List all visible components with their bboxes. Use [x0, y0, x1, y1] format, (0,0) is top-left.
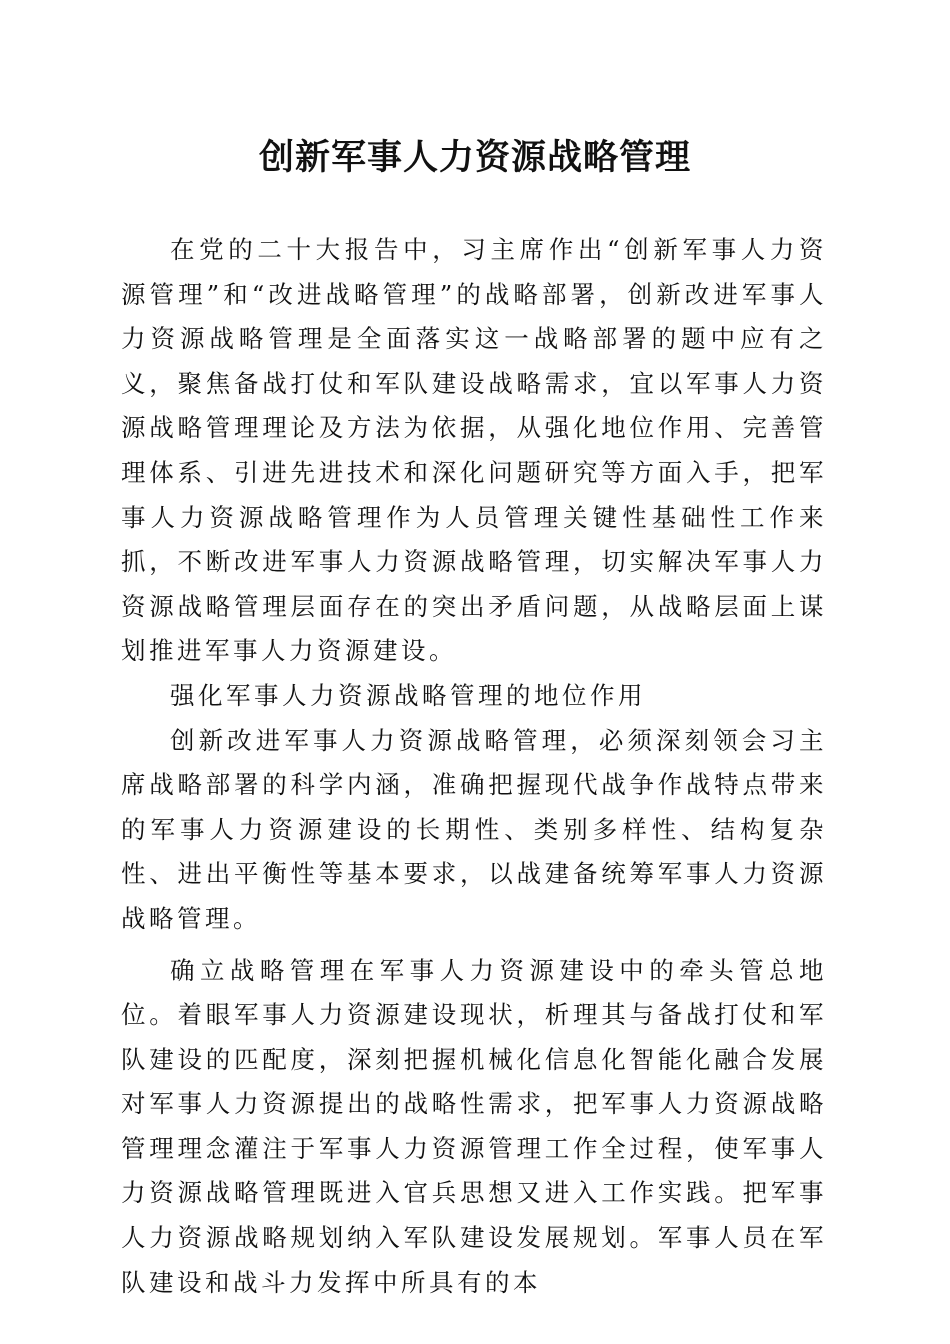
- paragraph-section-intro: 创新改进军事人力资源战略管理，必须深刻领会习主席战略部署的科学内涵，准确把握现代战争作战特点带来的军事人力资源建设的长期性、类别多样性、结构复杂性、进出平衡性等基本要求，以战建备统筹军事人力资源战略管理。: [121, 725, 827, 933]
- section-heading: 强化军事人力资源战略管理的地位作用: [170, 680, 646, 710]
- paragraph-intro: 在党的二十大报告中，习主席作出“创新军事人力资源管理”和“改进战略管理”的战略部署，创新改进军事人力资源战略管理是全面落实这一战略部署的题中应有之义，聚焦备战打仗和军队建设战略需求，宜以军事人力资源战略管理理论及方法为依据，从强化地位作用、完善管理体系、引进先进技术和深化问题研究等方面入手，把军事人力资源战略管理作为人员管理关键性基础性工作来抓，不断改进军事人力资源战略管理，切实解决军事人力资源战略管理层面存在的突出矛盾问题，从战略层面上谋划推进军事人力资源建设。: [121, 235, 827, 666]
- document-body: [121, 228, 827, 1305]
- document-title: 创新军事人力资源战略管理: [258, 137, 691, 178]
- paragraph-strategic-position: 确立战略管理在军事人力资源建设中的牵头管总地位。着眼军事人力资源建设现状，析理其与备战打仗和军队建设的匹配度，深刻把握机械化信息化智能化融合发展对军事人力资源提出的战略性需求，把军事人力资源战略管理理念灌注于军事人力资源管理工作全过程，使军事人力资源战略管理既进入官兵思想又进入工作实践。把军事人力资源战略规划纳入军队建设发展规划。军事人员在军队建设和战斗力发挥中所具有的本: [121, 955, 827, 1297]
